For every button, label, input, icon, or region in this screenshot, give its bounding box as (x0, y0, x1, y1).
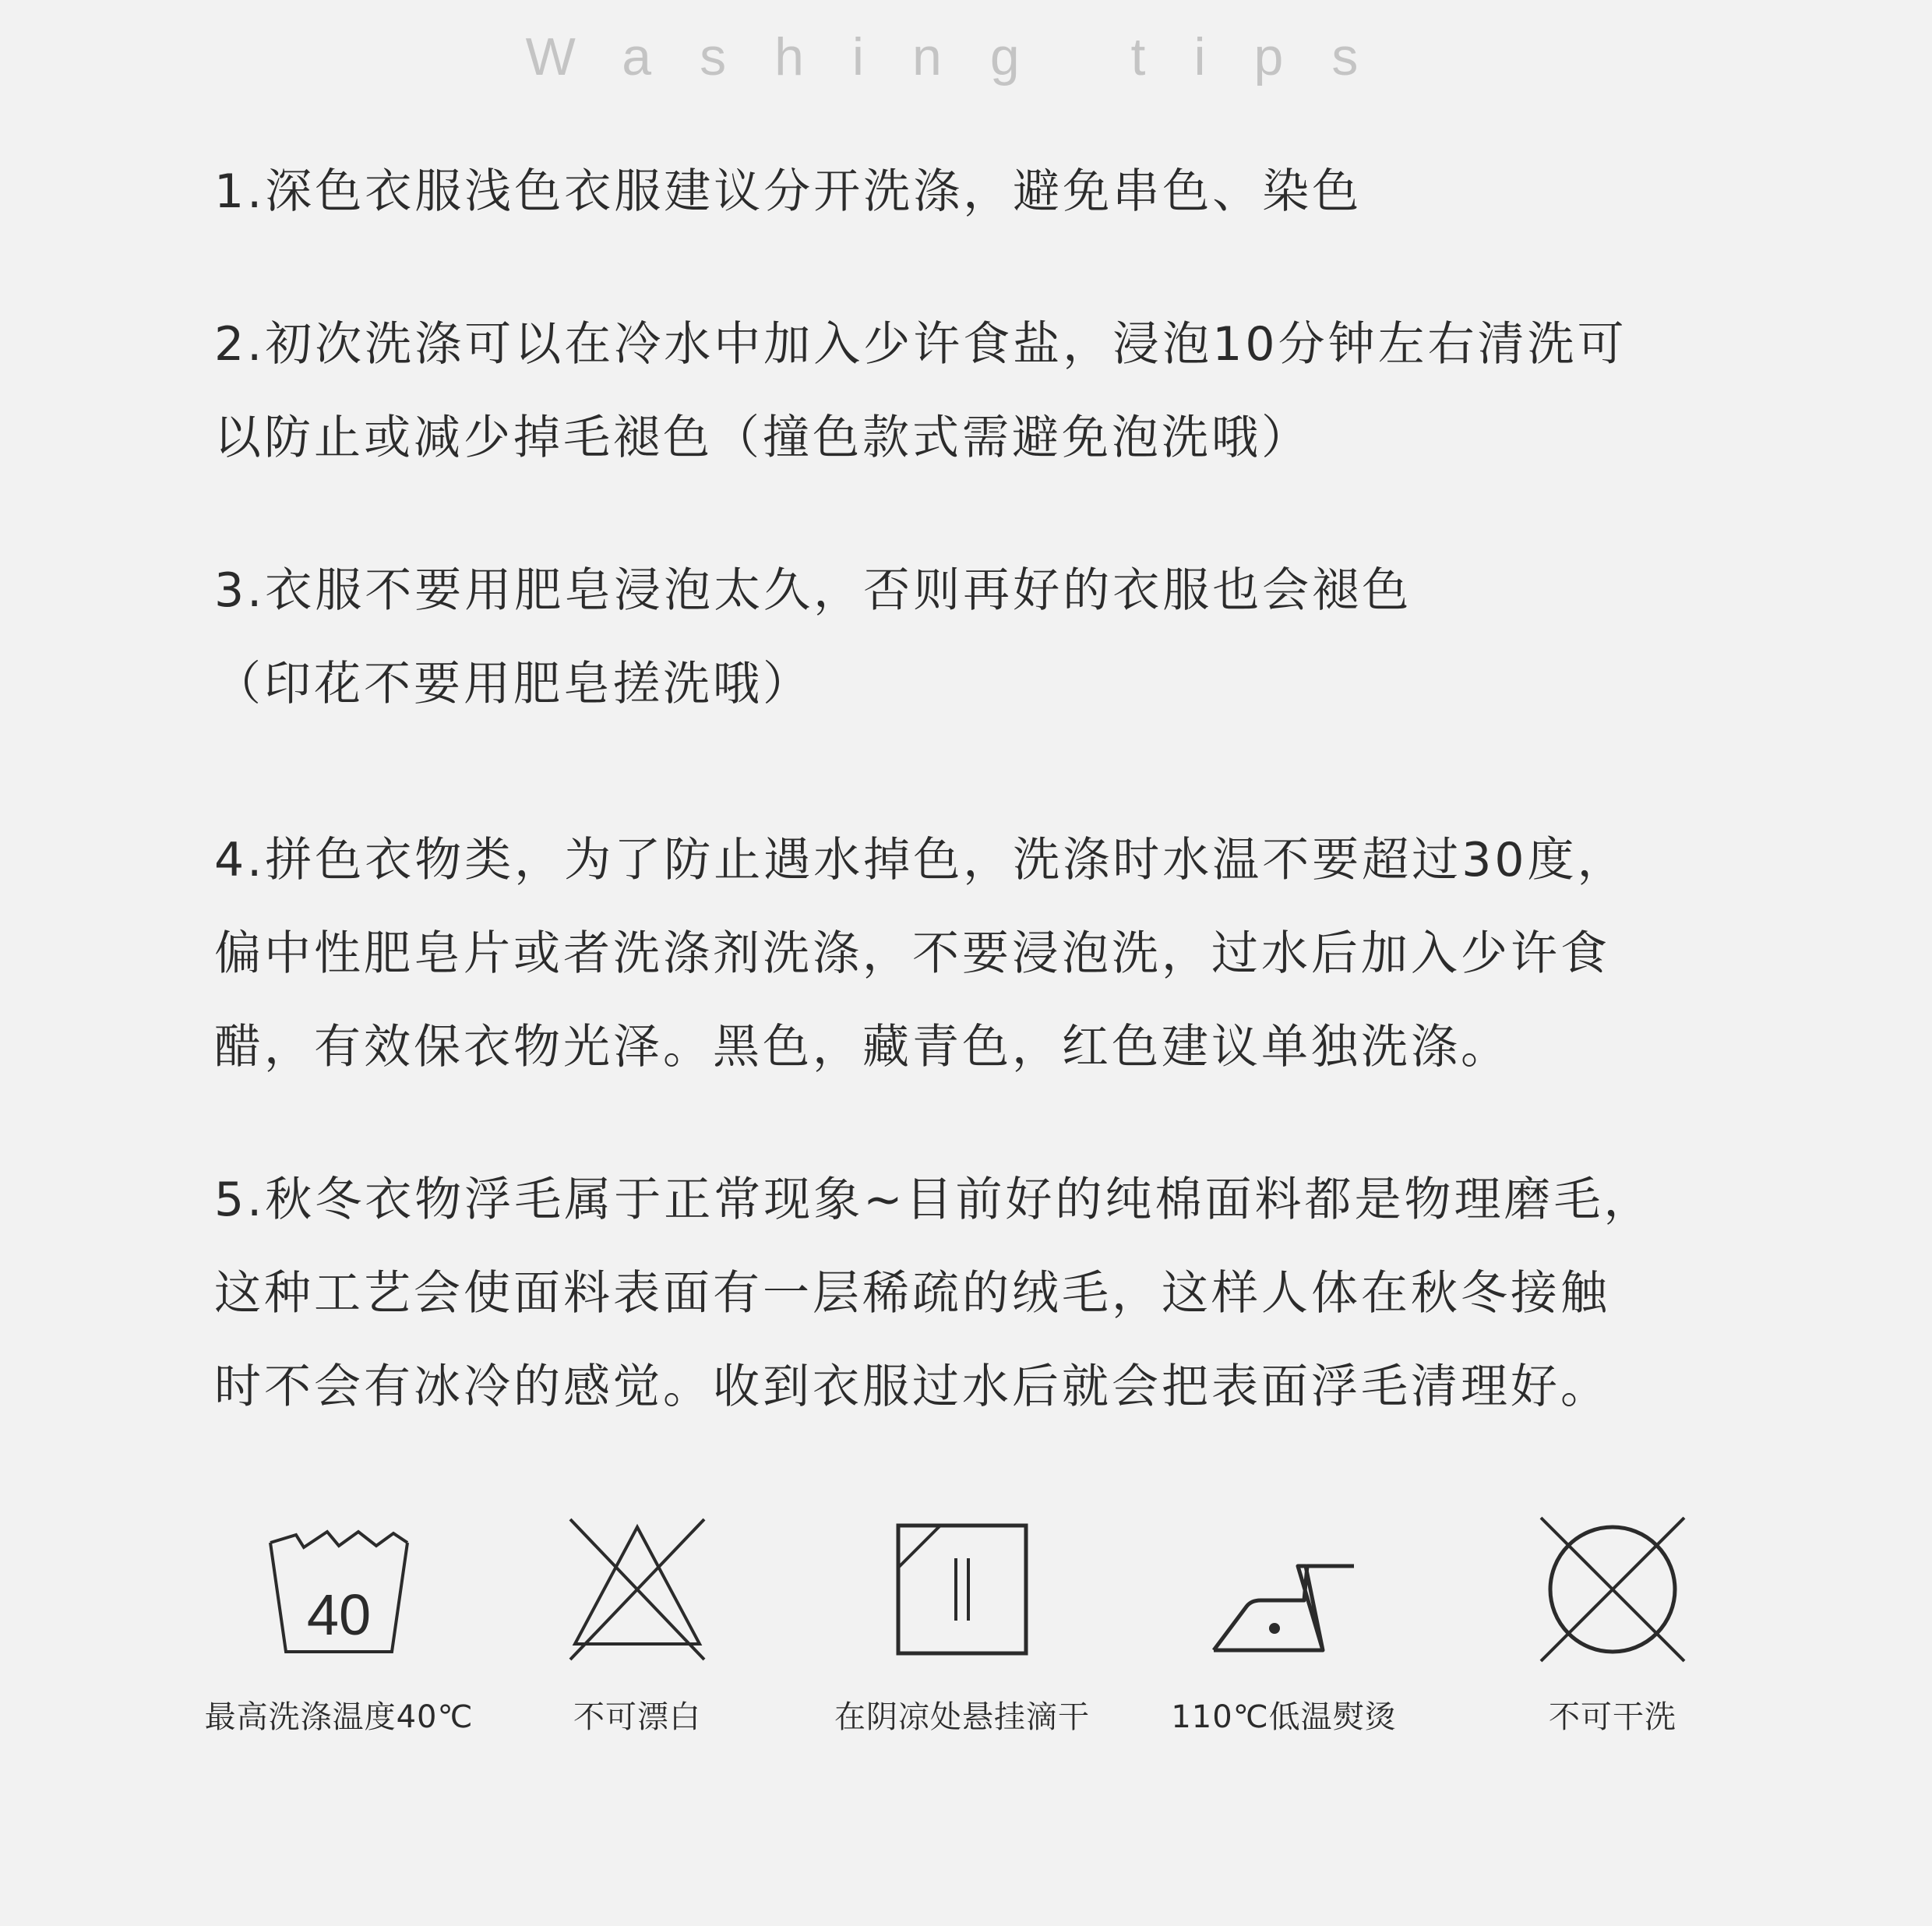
washing-tips-list (214, 145, 1726, 1434)
care-item-iron-low (1120, 1512, 1447, 1735)
tip-5: 5.秋冬衣物浮毛属于正常现象~目前好的纯棉面料都是物理磨毛， 这种工艺会使面料表面有一层稀疏的绒毛，这样人体在秋冬接触 时不会有冰冷的感觉。收到衣服过水后就会把表面浮毛清理好。 (214, 1173, 1654, 1414)
care-label-no-dry-clean: 不可干洗 (1549, 1699, 1676, 1735)
care-item-no-bleach (474, 1512, 801, 1735)
drip-dry-shade-icon (884, 1512, 1040, 1667)
care-label-no-bleach: 不可漂白 (573, 1699, 701, 1735)
subtitle-washing-tips: Washing tips (525, 27, 1407, 86)
care-item-drip-dry-shade (799, 1512, 1126, 1735)
tip-1: 1.深色衣服浅色衣服建议分开洗涤，避免串色、染色 (214, 164, 1363, 219)
wash-temperature-number: 40 (306, 1582, 372, 1647)
care-label-drip-dry: 在阴凉处悬挂滴干 (834, 1699, 1090, 1735)
care-symbols-row (0, 1512, 1932, 1761)
no-bleach-icon (559, 1512, 715, 1667)
tip-4: 4.拼色衣物类，为了防止遇水掉色，洗涤时水温不要超过30度， 偏中性肥皂片或者洗涤剂洗涤，不要浸泡洗，过水后加入少许食 醋，有效保衣物光泽。黑色，藏青色，红色建议单独洗涤。 (214, 833, 1627, 1074)
care-item-no-dry-clean (1449, 1512, 1776, 1735)
wash-40-icon (261, 1512, 417, 1667)
section-heading-cropped (0, 0, 1932, 17)
iron-low-icon (1206, 1512, 1362, 1667)
no-dry-clean-icon (1535, 1512, 1690, 1667)
tip-3: 3.衣服不要用肥皂浸泡太久，否则再好的衣服也会褪色 （印花不要用肥皂搓洗哦） (214, 563, 1412, 711)
tip-2: 2.初次洗涤可以在冷水中加入少许食盐，浸泡10分钟左右清洗可 以防止或减少掉毛褪色（撞色款式需避免泡洗哦） (214, 317, 1627, 465)
care-item-wash-40 (175, 1512, 502, 1735)
care-label-iron: 110℃低温熨烫 (1171, 1699, 1397, 1735)
care-label-wash: 最高洗涤温度40℃ (204, 1699, 474, 1735)
